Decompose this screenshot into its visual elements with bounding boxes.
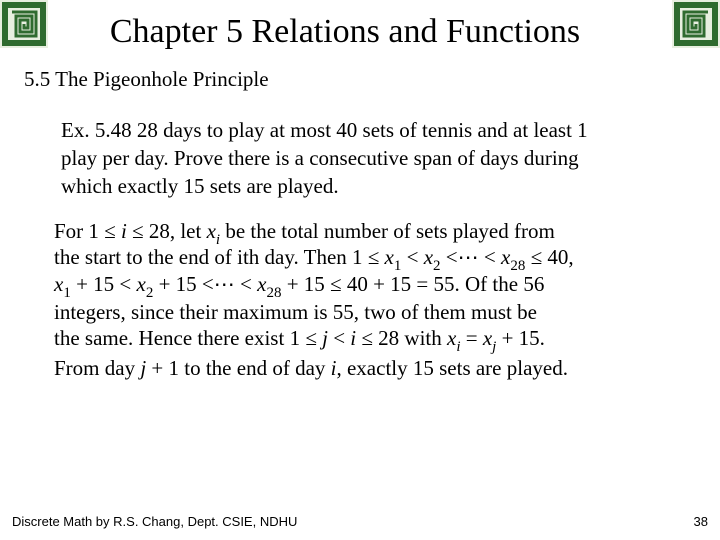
example-line-2: play per day. Prove there is a consecutive span of days during <box>61 146 579 170</box>
proof-line-6: From day j + 1 to the end of day i, exactly 15 sets are played. <box>54 356 568 380</box>
proof-line-4: integers, since their maximum is 55, two of them must be <box>54 300 537 324</box>
proof-line-3: $x_1 + 15 < x_2 + 15$ <⋯ < $x_{28} + 15 \le 40 + 15 = 55$. Of the 56 <box>54 272 545 301</box>
section-heading: 5.5 The Pigeonhole Principle <box>24 67 269 91</box>
proof-line-1: For 1 ≤ i ≤ 28, let $x_i$ be the total number of sets played from <box>54 219 555 248</box>
example-line-1: Ex. 5.48 28 days to play at most 40 sets of tennis and at least 1 <box>61 118 588 142</box>
example-statement <box>61 116 691 200</box>
example-line-3: which exactly 15 sets are played. <box>61 174 339 198</box>
proof-line-5: the same. Hence there exist 1 ≤ j < i ≤ 28 with $x_i = x_j + 15$. <box>54 326 545 355</box>
page-number: 38 <box>693 514 708 529</box>
slide-title: Chapter 5 Relations and Functions <box>109 13 581 50</box>
footer-credit: Discrete Math by R.S. Chang, Dept. CSIE, NDHU <box>12 514 298 529</box>
proof-line-2: the start to the end of ith day. Then $1 \le x_1 < x_2$ <⋯ < $x_{28} \le 40$, <box>54 245 574 274</box>
